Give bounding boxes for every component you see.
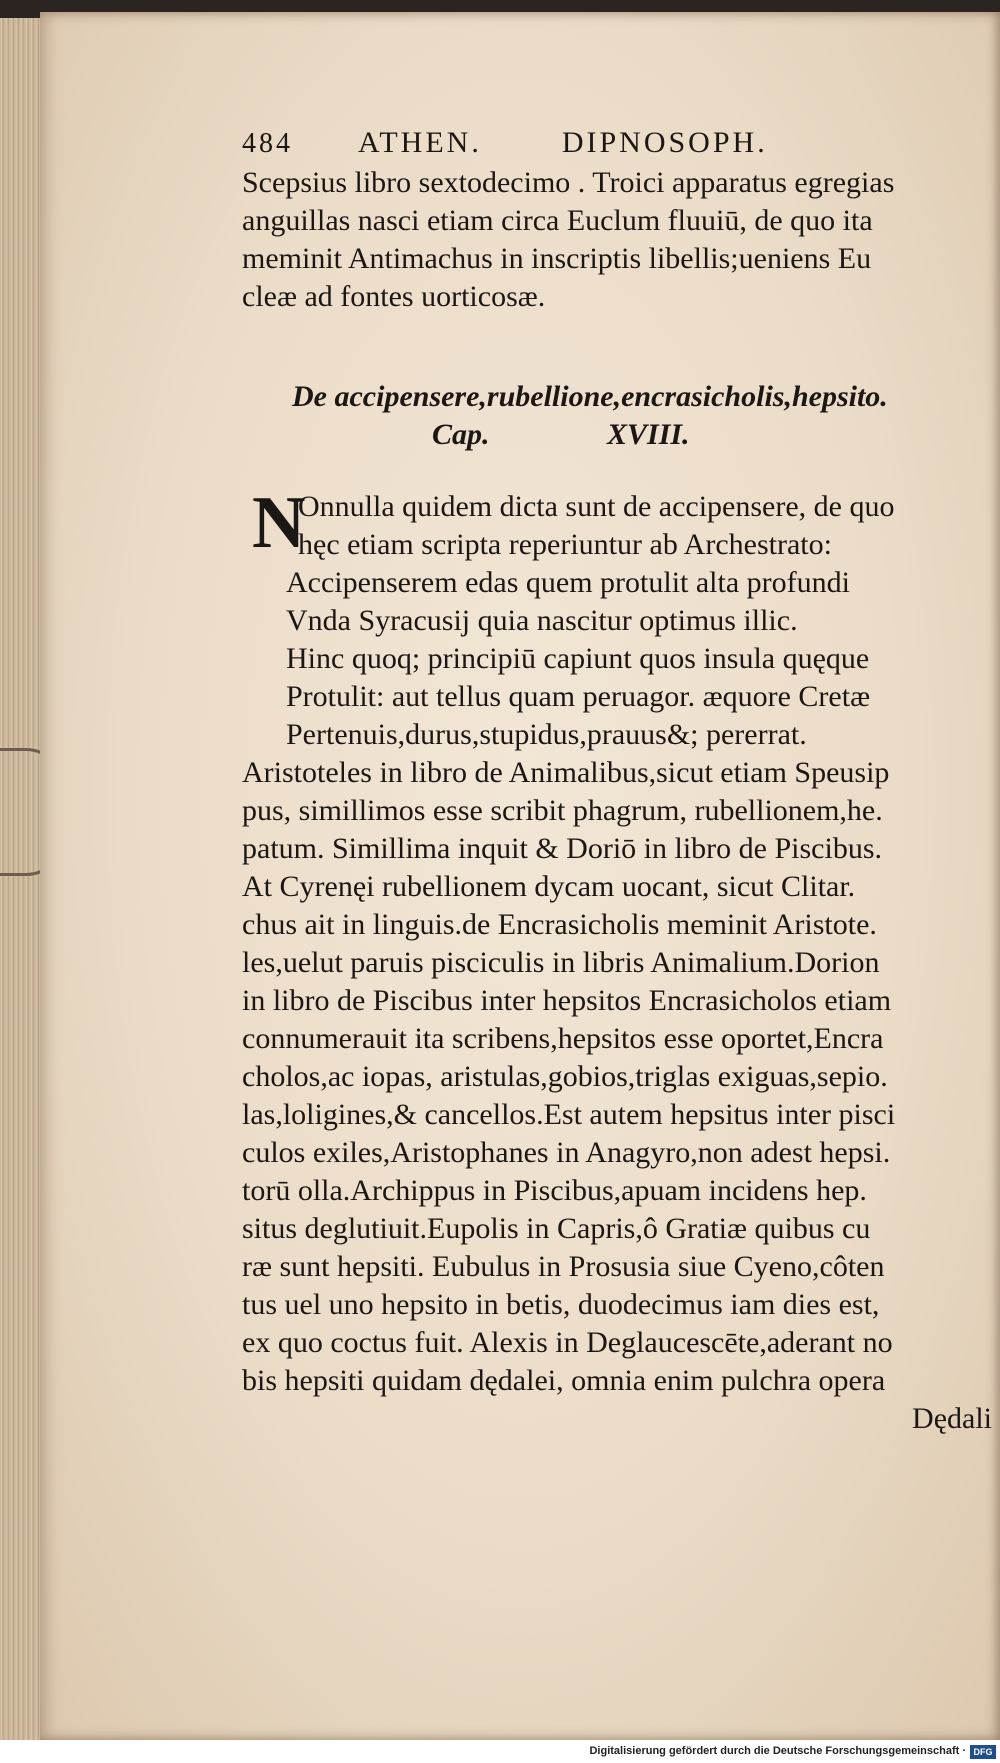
chapter-cap-number: XVIII. <box>607 418 690 451</box>
digitization-footer <box>0 1742 1000 1763</box>
text-line: Aristoteles in libro de Animalibus,sicut etiam Speusip <box>242 756 890 789</box>
dfg-logo-icon: DFG <box>970 1745 996 1759</box>
chapter-number <box>242 416 1000 454</box>
text-line: At Cyrenęi rubellionem dycam uocant, sicut Clitar. <box>242 870 856 903</box>
text-line: les,uelut paruis pisciculis in libris Animalium.Dorion <box>242 946 880 979</box>
page-edges <box>0 18 41 1740</box>
verse-line: Hinc quoq; principiū capiunt quos insula quęque <box>286 642 870 675</box>
text-line: pus, simillimos esse scribit phagrum, rubellionem,he. <box>242 794 883 827</box>
verse-line: Vnda Syracusij quia nascitur optimus illic. <box>286 604 798 637</box>
text-line: las,loligines,& cancellos.Est autem hepsitus inter pisci <box>242 1098 896 1131</box>
chapter-cap-label: Cap. <box>432 418 490 451</box>
text-line: meminit Antimachus in inscriptis libellis;ueniens Eu <box>242 242 872 275</box>
text-line: situs deglutiuit.Eupolis in Capris,ô Gratiæ quibus cu <box>242 1212 871 1245</box>
text-line: ex quo coctus fuit. Alexis in Deglaucescēte,aderant no <box>242 1326 893 1359</box>
text-line: anguillas nasci etiam circa Euclum fluuiū, de quo ita <box>242 204 873 237</box>
text-line: Scepsius libro sextodecimo . Troici apparatus egregias <box>242 166 895 199</box>
running-title-right: DIPNOSOPH. <box>561 126 768 159</box>
text-line: torū olla.Archippus in Piscibus,apuam incidens hep. <box>242 1174 867 1207</box>
text-line: culos exiles,Aristophanes in Anagyro,non adest hepsi. <box>242 1136 891 1169</box>
running-header <box>242 124 1000 164</box>
verse-line: Protulit: aut tellus quam peruagor. æquore Cretæ <box>286 680 871 713</box>
text-line: Onnulla quidem dicta sunt de accipensere, de quo <box>298 490 895 523</box>
text-line: patum. Simillima inquit & Doriō in libro de Piscibus. <box>242 832 882 865</box>
chapter-title: De accipensere,rubellione,encrasicholis,hepsito. <box>292 380 888 413</box>
text-line: cholos,ac iopas, aristulas,gobios,triglas exiguas,sepio. <box>242 1060 888 1093</box>
catchword: Dędali <box>912 1402 992 1435</box>
text-line: bis hepsiti quidam dędalei, omnia enim pulchra opera <box>242 1364 886 1397</box>
spacer <box>242 454 1000 488</box>
text-line: cleæ ad fontes uorticosæ. <box>242 280 546 313</box>
verse-line: Pertenuis,durus,stupidus,prauus&; pererrat. <box>286 718 807 751</box>
verse-line: Accipenserem edas quem protulit alta profundi <box>286 566 850 599</box>
dropcap-letter: N <box>252 482 306 564</box>
text-line: ræ sunt hepsiti. Eubulus in Prosusia siue Cyeno,côten <box>242 1250 885 1283</box>
running-title-left: ATHEN. <box>358 126 482 159</box>
spacer <box>242 316 1000 378</box>
text-line: hęc etiam scripta reperiuntur ab Archestrato: <box>298 528 832 561</box>
text-line: in libro de Piscibus inter hepsitos Encrasicholos etiam <box>242 984 892 1017</box>
text-line: connumerauit ita scribens,hepsitos esse oportet,Encra <box>242 1022 884 1055</box>
funding-credit: Digitalisierung gefördert durch die Deutsche Forschungsgemeinschaft · <box>589 1745 966 1757</box>
text-block <box>242 124 1000 1438</box>
text-line: chus ait in linguis.de Encrasicholis meminit Aristote. <box>242 908 877 941</box>
book-page <box>40 12 1000 1740</box>
page-number: 484 <box>242 128 293 159</box>
text-line: tus uel uno hepsito in betis, duodecimus iam dies est, <box>242 1288 880 1321</box>
